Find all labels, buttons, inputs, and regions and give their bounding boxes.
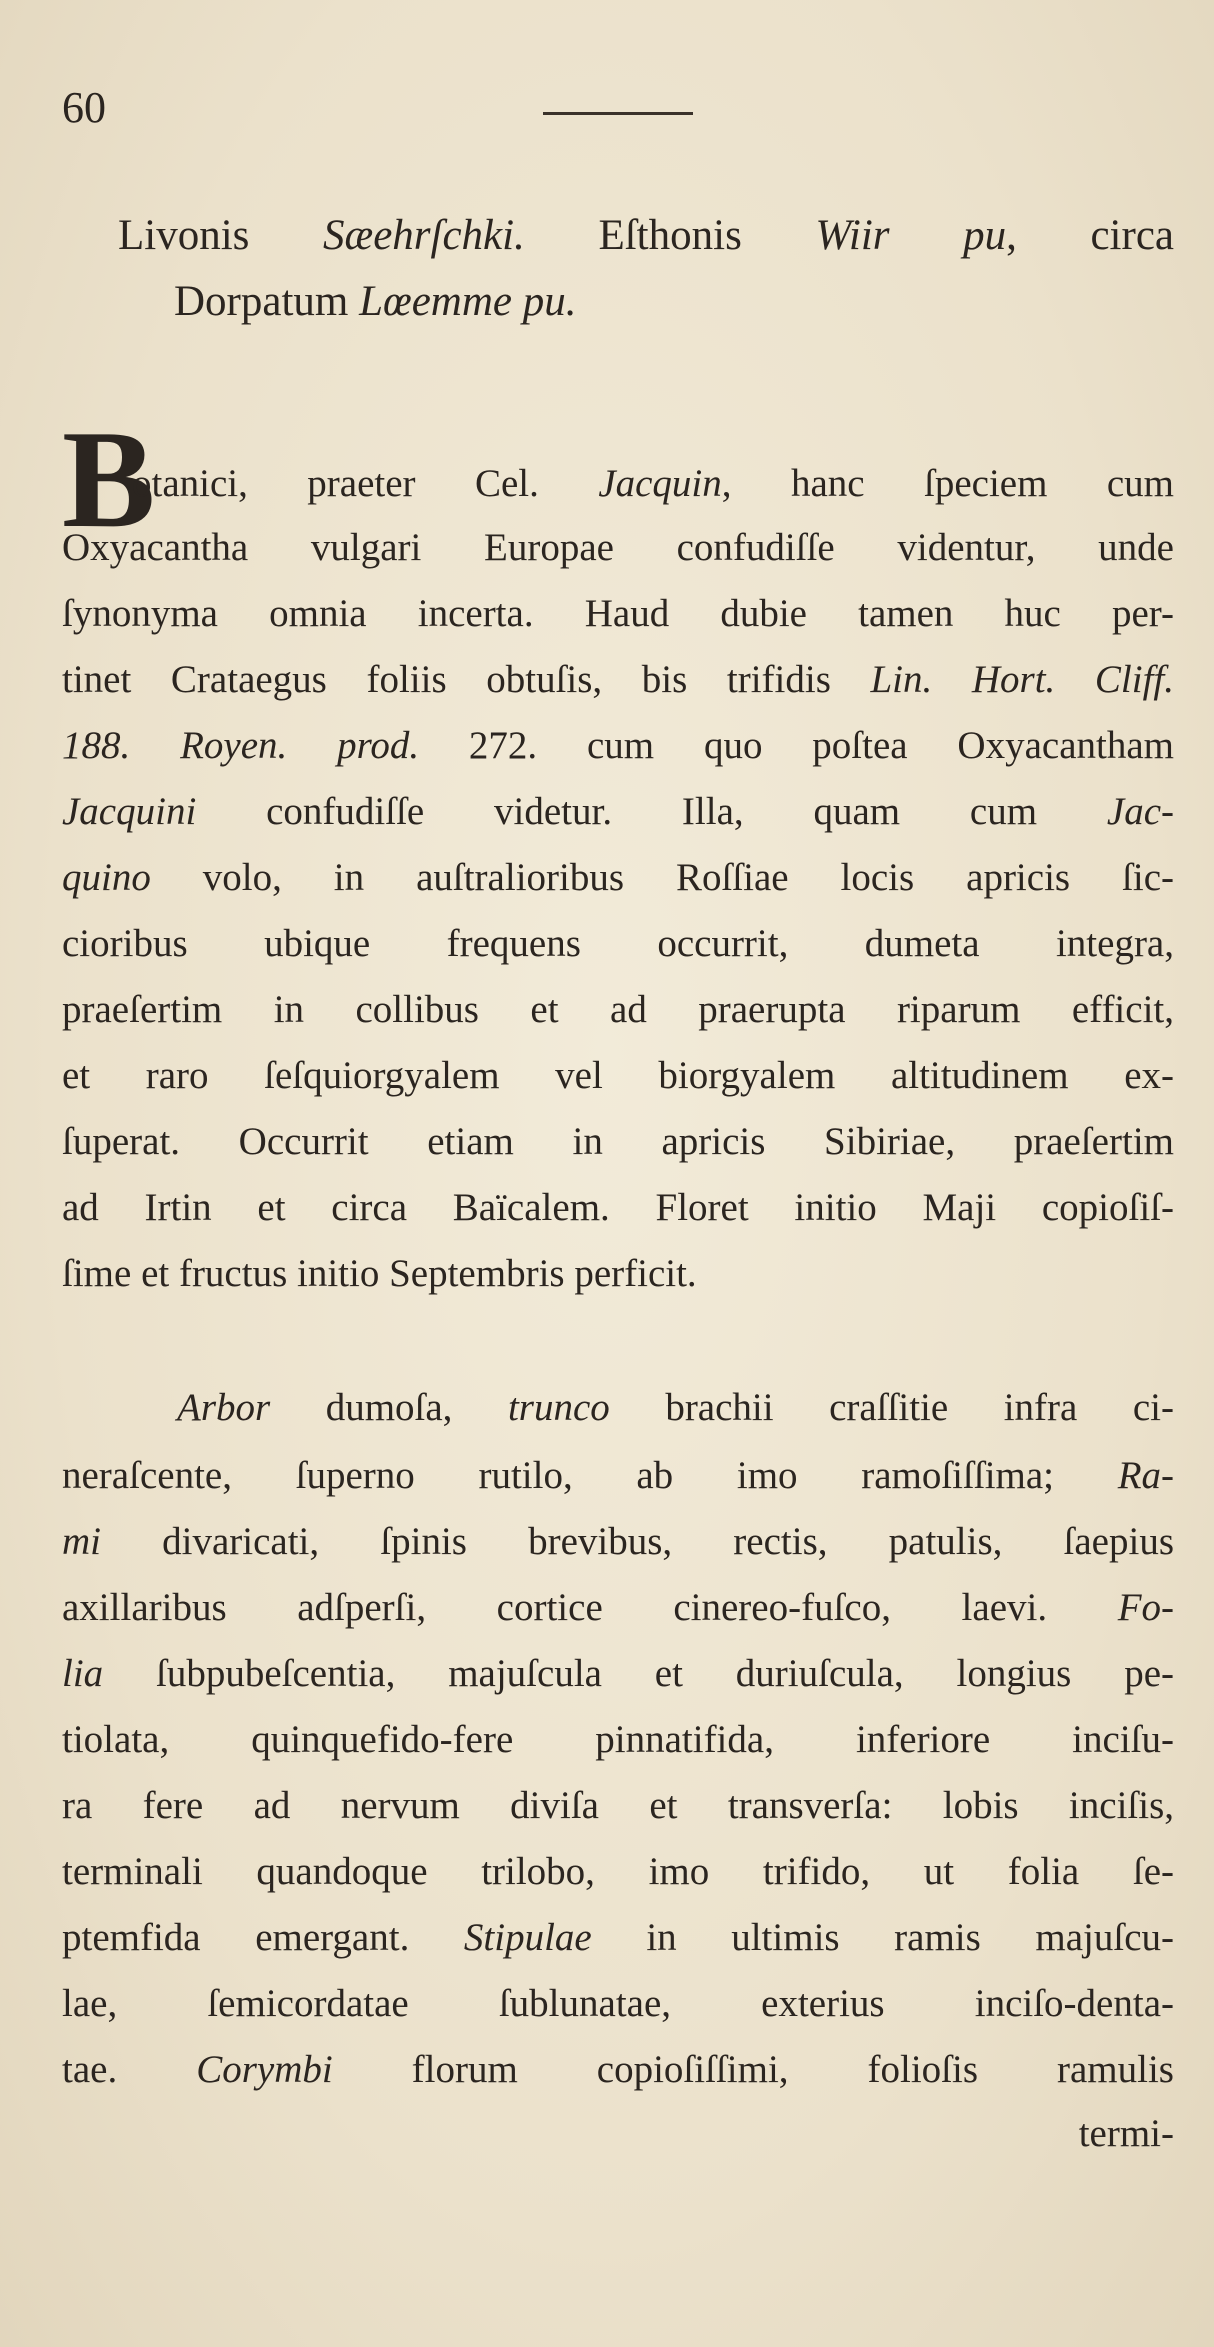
text-line — [62, 1646, 1174, 1702]
text-span: divaricati, ſpinis brevibus, rectis, patulis, ſaepius — [101, 1520, 1174, 1563]
text-line: et raro ſeſquiorgyalem vel biorgyalem altitudinem ex- — [62, 1054, 1174, 1097]
text-line: ad Irtin et circa Baïcalem. Floret initio Maji copioſiſ- — [62, 1186, 1174, 1229]
text-span: ptemfida emergant. — [62, 1916, 464, 1959]
text-line: terminali quandoque trilobo, imo trifido, ut folia ſe- — [62, 1850, 1174, 1893]
text-line — [62, 1580, 1174, 1636]
text-line — [62, 1910, 1174, 1966]
text-line: ra fere ad nervum diviſa et transverſa: lobis inciſis, — [62, 1784, 1174, 1827]
term: mi — [62, 1520, 101, 1563]
text-span: brachii craſſitie infra ci- — [609, 1386, 1174, 1429]
citation: Lin. Hort. Cliff. — [870, 658, 1174, 701]
term: Corymbi — [196, 2048, 333, 2091]
text-span: Dorpatum — [174, 278, 360, 325]
text-line — [62, 850, 1174, 906]
text-span: Livonis — [118, 212, 324, 259]
text-span: florum copioſiſſimi, folioſis ramulis — [332, 2048, 1174, 2091]
text-line: lae, ſemicordatae ſublunatae, exterius inciſo-denta- — [62, 1982, 1174, 2025]
term: Fo- — [1117, 1586, 1174, 1629]
text-span: tinet Crataegus foliis obtuſis, bis trifidis — [62, 658, 871, 701]
text-span — [130, 724, 180, 767]
text-span: axillaribus adſperſi, cortice cinereo-fuſco, laevi. — [62, 1586, 1118, 1629]
text-line — [132, 456, 1174, 512]
heading-line — [118, 208, 1174, 264]
author-name: Jacquin — [598, 462, 722, 505]
term: Ra- — [1117, 1454, 1174, 1497]
text-span: volo, in auſtralioribus Roſſiae locis apricis ſic- — [150, 856, 1174, 899]
text-line: Oxyacantha vulgari Europae confudiſſe videntur, unde — [62, 526, 1174, 569]
term: Arbor — [177, 1386, 271, 1429]
text-span: in ultimis ramis majuſcu- — [591, 1916, 1174, 1959]
text-line: tiolata, quinquefido-fere pinnatifida, inferiore inciſu- — [62, 1718, 1174, 1761]
term: lia — [62, 1652, 104, 1695]
term: trunco — [507, 1386, 610, 1429]
text-line: cioribus ubique frequens occurrit, dumeta integra, — [62, 922, 1174, 965]
author-name: quino — [62, 856, 151, 899]
text-line — [62, 784, 1174, 840]
text-span: ſubpubeſcentia, majuſcula et duriuſcula, longius pe- — [103, 1652, 1174, 1695]
text-line — [177, 1380, 1174, 1436]
text-span: confudiſſe videtur. Illa, quam cum — [196, 790, 1107, 833]
text-line — [62, 1514, 1174, 1570]
text-line: ſime et fructus initio Septembris perficit. — [62, 1252, 697, 1295]
text-span: otanici, praeter Cel. — [132, 462, 599, 505]
text-span: tae. — [62, 2048, 197, 2091]
catchword: termi- — [1078, 2112, 1174, 2155]
text-span: dumoſa, — [270, 1386, 508, 1429]
citation: 188. — [62, 724, 131, 767]
text-line — [62, 652, 1174, 708]
vernacular-name: Wiir pu — [815, 212, 1007, 259]
text-span: Eſthonis — [524, 212, 816, 259]
text-span: , hanc ſpeciem cum — [721, 462, 1175, 505]
text-line: praeſertim in collibus et ad praerupta riparum efficit, — [62, 988, 1174, 1031]
drop-capital: B — [62, 402, 156, 557]
text-span: , circa — [1006, 212, 1174, 259]
vernacular-name: Sæehrſchki. — [323, 212, 525, 259]
text-line: ſynonyma omnia incerta. Haud dubie tamen huc per- — [62, 592, 1174, 635]
text-line — [62, 1448, 1174, 1504]
header-rule — [543, 112, 693, 115]
vernacular-name: Lœemme pu. — [359, 278, 577, 325]
author-name: Jac- — [1106, 790, 1174, 833]
page-number: 60 — [62, 83, 106, 132]
citation: Royen. prod. — [180, 724, 420, 767]
text-line — [62, 718, 1174, 774]
heading-line — [174, 274, 1174, 330]
text-line: ſuperat. Occurrit etiam in apricis Sibiriae, praeſertim — [62, 1120, 1174, 1163]
term: Stipulae — [463, 1916, 592, 1959]
text-span: neraſcente, ſuperno rutilo, ab imo ramoſiſſima; — [62, 1454, 1118, 1497]
text-span: 272. cum quo poſtea Oxyacantham — [419, 724, 1174, 767]
author-name: Jacquini — [62, 790, 197, 833]
text-line — [62, 2042, 1174, 2098]
